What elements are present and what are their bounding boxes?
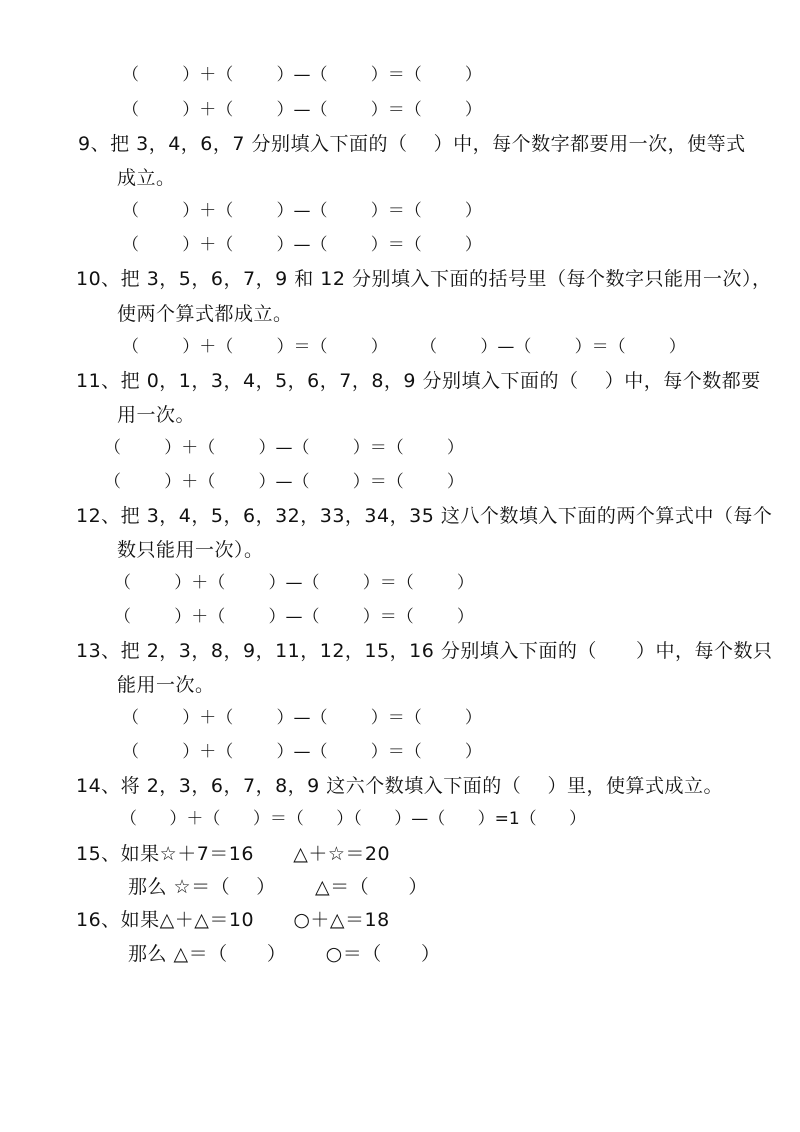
equation-line: （ ）＋（ ）—（ ）＝（ ） bbox=[122, 100, 482, 120]
equation-line: （ ）＋（ ）—（ ）＝（ ） bbox=[122, 235, 482, 255]
equation-line: （ ）＋（ ）—（ ）＝（ ） bbox=[122, 201, 482, 221]
question-11-text: 11、把 0，1，3，4，5，6，7，8，9 分别填入下面的（ ）中，每个数都要 bbox=[76, 370, 761, 392]
question-10-text-cont: 使两个算式都成立。 bbox=[117, 303, 293, 325]
equation-line: （ ）＋（ ）＝（ ） （ ）—（ ）＝（ ） bbox=[122, 337, 686, 357]
equation-line: （ ）＋（ ）—（ ）＝（ ） bbox=[104, 438, 464, 458]
question-15-answer-line: 那么 ☆＝（ ） △＝（ ） bbox=[128, 876, 428, 898]
question-13-text-cont: 能用一次。 bbox=[117, 674, 215, 696]
question-9-text: 9、把 3，4，6，7 分别填入下面的（ ）中，每个数字都要用一次，使等式 bbox=[78, 133, 746, 155]
question-9-text-cont: 成立。 bbox=[117, 167, 176, 189]
question-10-text: 10、把 3，5，6，7，9 和 12 分别填入下面的括号里（每个数字只能用一次）， bbox=[76, 268, 772, 290]
equation-line: （ ）＋（ ）＝（ ）（ ）—（ ）=1（ ） bbox=[120, 809, 587, 829]
equation-line: （ ）＋（ ）—（ ）＝（ ） bbox=[104, 472, 464, 492]
equation-line: （ ）＋（ ）—（ ）＝（ ） bbox=[114, 607, 474, 627]
question-15-text: 15、如果☆＋7＝16 △＋☆＝20 bbox=[76, 843, 391, 865]
equation-line: （ ）＋（ ）—（ ）＝（ ） bbox=[122, 708, 482, 728]
question-16-answer-line: 那么 △＝（ ） ○＝（ ） bbox=[128, 943, 441, 965]
question-12-text: 12、把 3，4，5，6，32，33，34，35 这八个数填入下面的两个算式中（每个 bbox=[76, 505, 773, 527]
question-13-text: 13、把 2，3，8，9，11，12，15，16 分别填入下面的（ ）中，每个数只 bbox=[76, 640, 773, 662]
equation-line: （ ）＋（ ）—（ ）＝（ ） bbox=[114, 573, 474, 593]
question-11-text-cont: 用一次。 bbox=[117, 404, 196, 426]
equation-line: （ ）＋（ ）—（ ）＝（ ） bbox=[122, 742, 482, 762]
question-16-text: 16、如果△＋△＝10 ○＋△＝18 bbox=[76, 909, 390, 931]
question-14-text: 14、将 2，3，6，7，8，9 这六个数填入下面的（ ）里，使算式成立。 bbox=[76, 775, 723, 797]
equation-line: （ ）＋（ ）—（ ）＝（ ） bbox=[122, 65, 482, 85]
question-12-text-cont: 数只能用一次）。 bbox=[117, 539, 264, 561]
